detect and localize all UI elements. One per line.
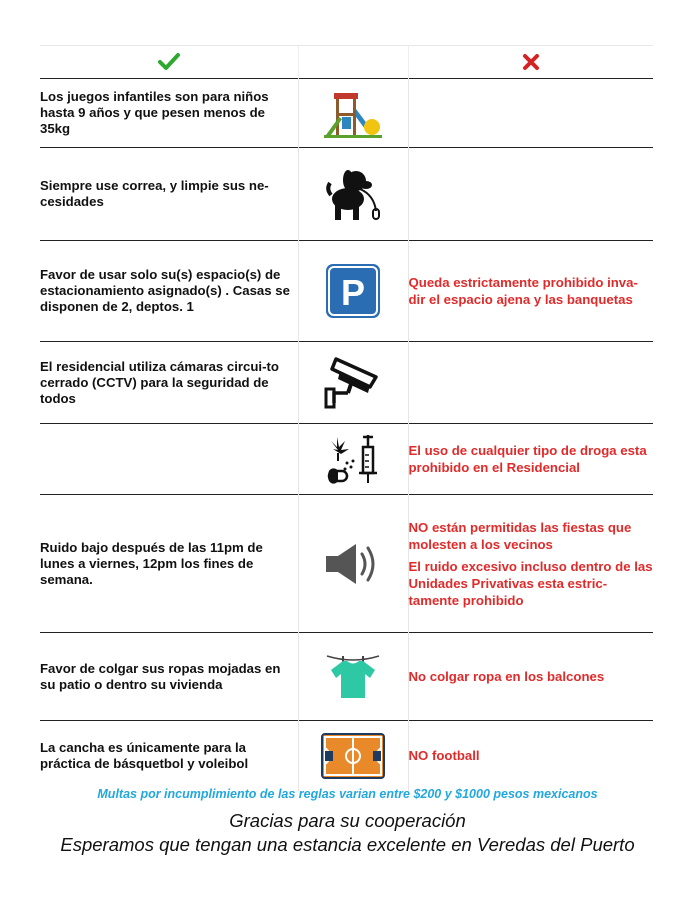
prohibited-rule: No colgar ropa en los balcones: [408, 633, 653, 721]
table-header: [40, 46, 653, 79]
table-row: [40, 633, 653, 721]
icon-header: [298, 46, 408, 79]
allowed-rule: Ruido bajo después de las 11pm de lunes a viernes, 12pm los fines de semana.: [40, 495, 298, 633]
drugs-icon: [325, 433, 381, 485]
allowed-rule: La cancha es únicamente para la práctica de básquetbol y voleibol: [40, 721, 298, 791]
speaker-icon: [322, 539, 384, 589]
allowed-header: [40, 46, 298, 79]
allowed-rule: Siempre use correa, y limpie sus ne-cesidades: [40, 148, 298, 241]
tshirt-clothesline-icon: [325, 652, 381, 702]
playground-icon: [324, 87, 382, 139]
prohibited-rule: Queda estrictamente prohibido inva-dir el espacio ajena y las banquetas: [408, 241, 653, 342]
prohibited-rule: El uso de cualquier tipo de droga esta prohibido en el Residencial: [408, 424, 653, 495]
thanks-message: Gracias para su cooperación: [229, 810, 466, 831]
table-row: [40, 495, 653, 633]
allowed-rule: Favor de colgar sus ropas mojadas en su patio o dentro su vivienda: [40, 633, 298, 721]
allowed-rule: Favor de usar solo su(s) espacio(s) de estacionamiento asignado(s) . Casas se disponen de 2, deptos. 1: [40, 241, 298, 342]
cctv-camera-icon: [324, 355, 382, 411]
check-icon: [158, 53, 180, 71]
allowed-rule: El residencial utiliza cámaras circui-to cerrado (CCTV) para la seguridad de todos: [40, 342, 298, 424]
table-row: [40, 241, 653, 342]
court-icon: [321, 733, 385, 779]
rules-table: [40, 45, 653, 791]
prohibited-rule: [408, 79, 653, 148]
prohibited-rule: NO están permitidas las fiestas que molesten a los vecinos El ruido excesivo incluso dentro de las Unidades Privativas esta estric-tamente prohibido: [408, 495, 653, 633]
table-row: [40, 721, 653, 791]
prohibited-rule: [408, 342, 653, 424]
prohibited-header: [408, 46, 653, 79]
table-row: [40, 424, 653, 495]
prohibited-rule: NO football: [408, 721, 653, 791]
dog-leash-icon: [322, 165, 384, 223]
allowed-rule: [40, 424, 298, 495]
svg-text:P: P: [340, 272, 366, 313]
prohibited-rule: [408, 148, 653, 241]
table-row: [40, 148, 653, 241]
fines-notice: Multas por incumplimiento de las reglas varian entre $200 y $1000 pesos mexicanos: [97, 787, 598, 801]
table-row: [40, 342, 653, 424]
parking-icon: [325, 263, 381, 319]
table-row: [40, 79, 653, 148]
allowed-rule: Los juegos infantiles son para niños hasta 9 años y que pesen menos de 35kg: [40, 79, 298, 148]
stay-message: Esperamos que tengan una estancia excelente en Veredas del Puerto: [60, 834, 635, 855]
cross-icon: [522, 53, 540, 71]
